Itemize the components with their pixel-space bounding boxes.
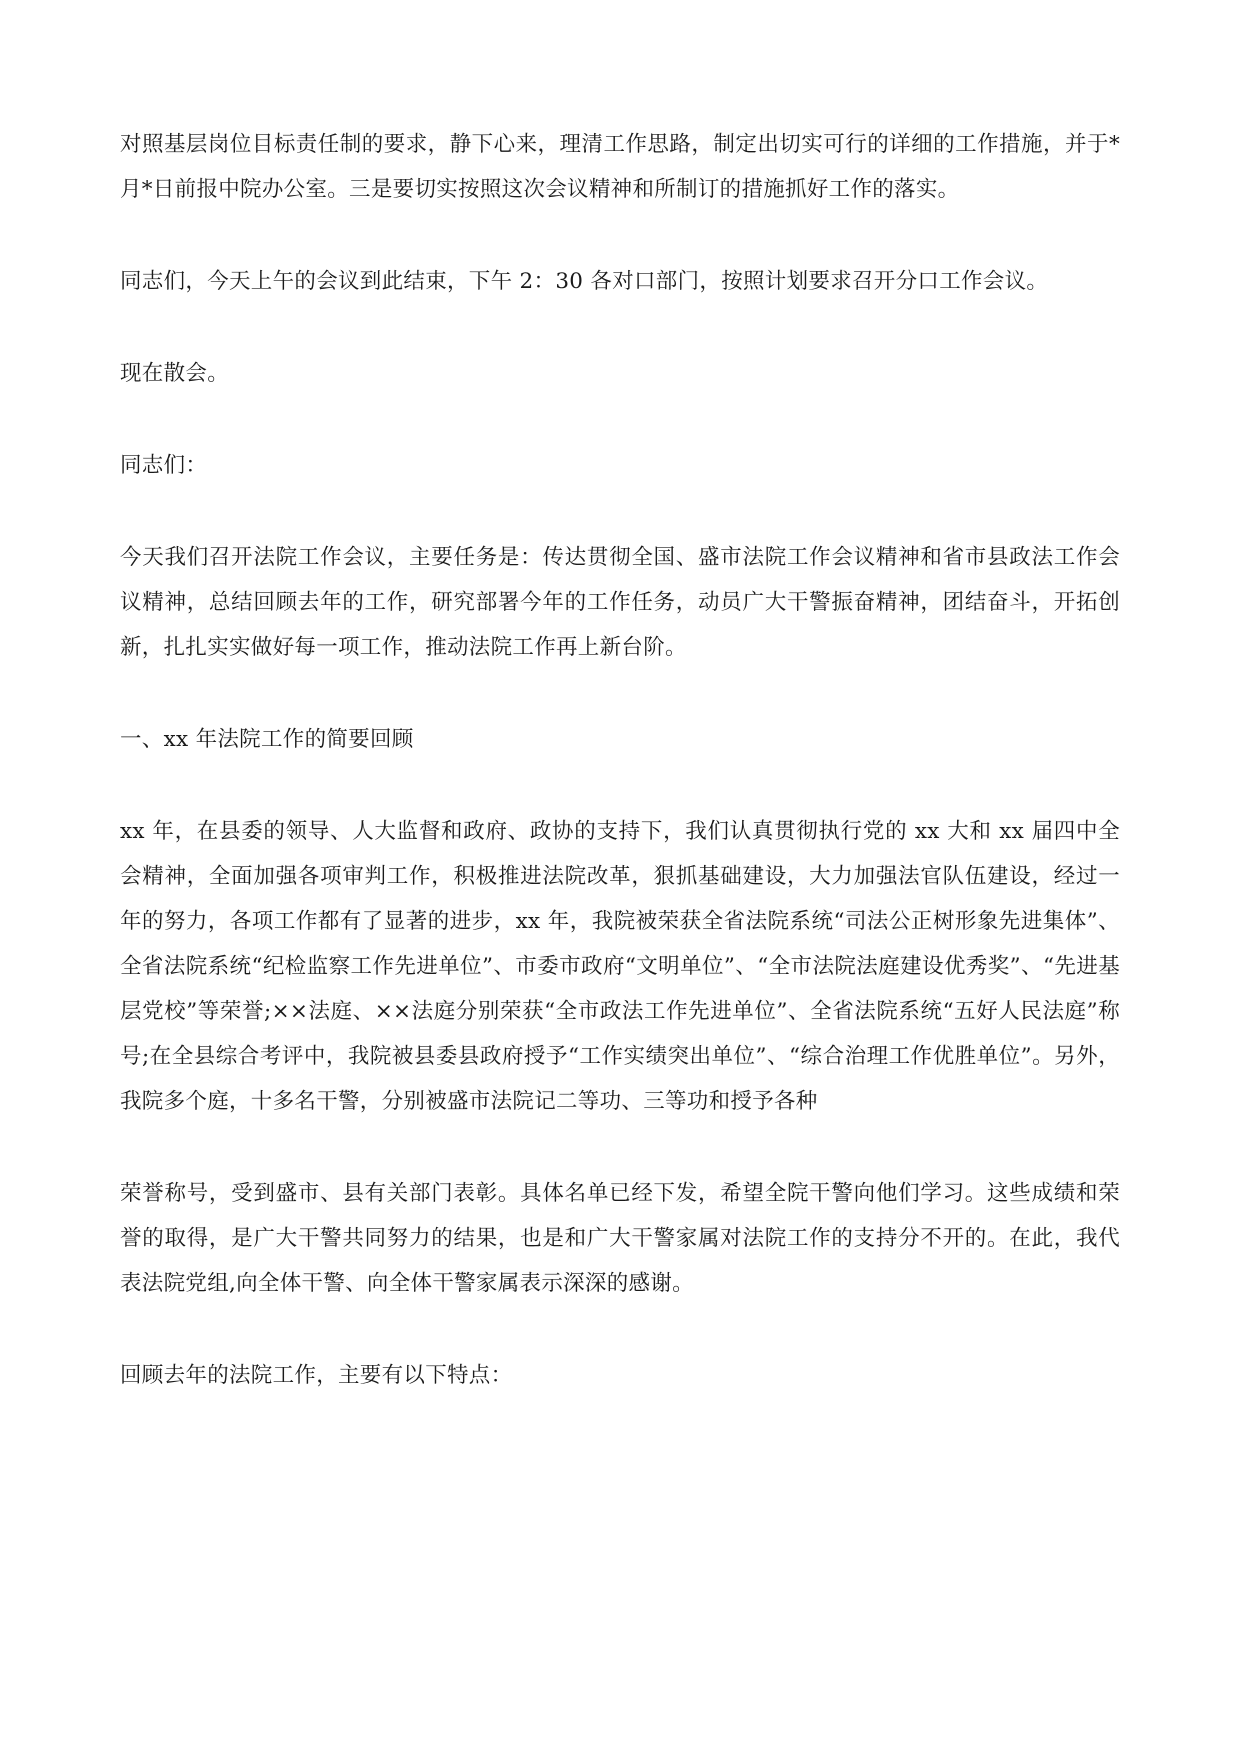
paragraph-gap (120, 1306, 1120, 1353)
paragraph-salutation: 同志们： (120, 453, 208, 478)
paragraph-gap (120, 212, 1120, 259)
paragraph-gap (120, 396, 1120, 443)
paragraph-gap (120, 670, 1120, 717)
document-page (120, 122, 1120, 1398)
paragraph-meeting-end: 同志们，今天上午的会议到此结束，下午 2：30 各对口部门，按照计划要求召开分口工作会议。 (120, 269, 1049, 294)
paragraph-gap (120, 1124, 1120, 1171)
paragraph-honors: 荣誉称号，受到盛市、县有关部门表彰。具体名单已经下发，希望全院干警向他们学习。这些成绩和荣誉的取得，是广大干警共同努力的结果，也是和广大干警家属对法院工作的支持分不开的。在此，我代表法院党组,向全体干警、向全体干警家属表示深深的感谢。 (120, 1181, 1120, 1296)
paragraph-intro: 今天我们召开法院工作会议，主要任务是：传达贯彻全国、盛市法院工作会议精神和省市县政法工作会议精神，总结回顾去年的工作，研究部署今年的工作任务，动员广大干警振奋精神，团结奋斗，开拓创新，扎扎实实做好每一项工作，推动法院工作再上新台阶。 (120, 545, 1120, 660)
paragraph-gap (120, 762, 1120, 809)
paragraph-features: 回顾去年的法院工作，主要有以下特点： (120, 1363, 513, 1388)
paragraph-review: xx 年，在县委的领导、人大监督和政府、政协的支持下，我们认真贯彻执行党的 xx 大和 xx 届四中全会精神，全面加强各项审判工作，积极推进法院改革，狠抓基础建设，大力加强法官队伍建设，经过一年的努力，各项工作都有了显著的进步，xx 年，我院被荣获全省法院系统“司法公正树形象先进集体”、全省法院系统“纪检监察工作先进单位”、市委市政府“文明单位”、“全市法院法庭建设优秀奖”、“先进基层党校”等荣誉;××法庭、××法庭分别荣获“全市政法工作先进单位”、全省法院系统“五好人民法庭”称号;在全县综合考评中，我院被县委县政府授予“工作实绩突出单位”、“综合治理工作优胜单位”。另外，我院多个庭，十多名干警，分别被盛市法院记二等功、三等功和授予各种 (120, 819, 1120, 1114)
section-heading: 一、xx 年法院工作的简要回顾 (120, 727, 414, 752)
paragraph-measures: 对照基层岗位目标责任制的要求，静下心来，理清工作思路，制定出切实可行的详细的工作措施，并于*月*日前报中院办公室。三是要切实按照这次会议精神和所制订的措施抓好工作的落实。 (120, 132, 1120, 202)
paragraph-gap (120, 304, 1120, 351)
paragraph-gap (120, 488, 1120, 535)
paragraph-adjourn: 现在散会。 (120, 361, 230, 386)
